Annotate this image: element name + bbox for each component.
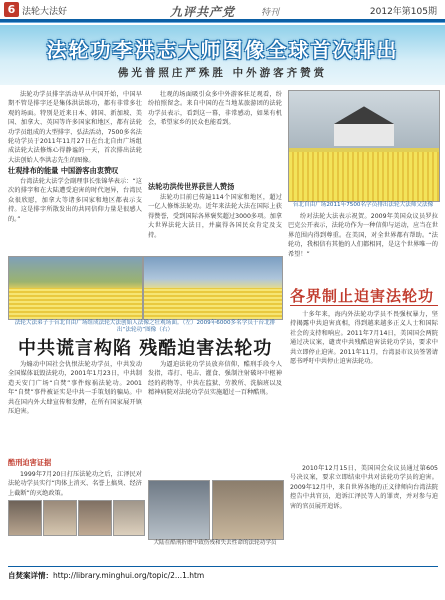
subhead-tourists: 壮观排布的能量 中国游客由衷赞叹 [8,166,119,175]
evidence-photo-2 [43,500,77,536]
temple-crowd-photo [288,90,440,202]
page-header [0,0,445,20]
side-section-title: 各界制止迫害法轮功 [290,287,435,305]
temple-photo-caption: 台北自由广场2011年7500名学员排出法轮大法师父法像 [292,202,434,208]
evidence-photo-1 [8,500,42,536]
evidence-photo-3 [78,500,112,536]
section-name: 法轮大法好 [22,7,68,17]
headline-subtitle: 佛光普照庄严殊胜 中外游客齐赞赏 [117,67,328,79]
evidence-subhead: 酷刑迫害证据 [8,458,52,467]
article-intro-col2: 壮观的场面吸引众多中外游客驻足观看，纷纷拍照留念。来自中国的在当地某旅游团的法轮功学员表示，看到这一幕，非常感动，如果有机会，希望家乡的民众也能看到。 [148,91,282,127]
lies-col2: 为逼迫法轮功学员放弃信仰，酷刑手段令人发指，毒打、电击、灌食、强制注射破坏中枢神经的药物等，中共在监狱、劳教所、洗脑班以及精神病院对法轮功学员实施超过一百种酷刑。 [148,361,282,397]
lies-col1: 为煽动中国社会仇恨法轮功学员，中共发动全国媒体诋毁法轮功，2001年1月23日，中共制造天安门广场“自焚”事件嫁祸法轮功。2001年“自焚”事件被证实是中共一手策划的骗局。中共在国内外大肆宣传和发酵，在所有国家展开镇压迫害。 [8,361,142,416]
newspaper-brand: 九评共产党 [170,5,236,19]
headline-banner [0,25,445,85]
side-title-rule [290,305,438,306]
formation-crowd [9,288,142,319]
evidence-photo-4 [113,500,145,536]
formation-crowd [144,288,282,319]
header-rule-thin [0,22,445,23]
formation-photo-left [8,256,143,320]
article-intro-col1: 法轮功学员排字活动早从中国开始，中国早期不管是排字还是集体洪法练功，都有非常多壮观的场面。特别是近来日本、韩国、新加坡、美国、加拿大、英国等许多国家和地区，都有法轮功学员组成的大型排字、弘法活动，7500多名法轮功学员于2011年11月27日在台北自由广场组成法轮大法修炼心得静谧的一天，首次排出法轮大法创始人李洪志先生的图像。 [8,91,142,163]
article-second-col2: 法轮功目前已传遍114个国家和地区，超过一亿人修炼法轮功。近年来法轮大法在国际上获得赞誉，受到国际各界褒奖超过3000多项。加拿大世界法轮大法日，并赢得各国民众肯定及支持。 [148,194,282,239]
footer-link[interactable]: http://library.minghui.org/topic/2...1.htm [53,571,205,580]
formation-photo-right [143,256,283,320]
torture-victim-photo [148,480,210,540]
issue-number: 2012年第105期 [369,7,437,17]
support-col2: 2010年12月15日，美国国会众议员通过第605号决议案，要求立即结束中共对法轮功学员的迫害。2009年12月中，来自世界各地的正义律师向台湾法院控告中共官员，追诉江泽民等人的罪责，并对参与迫害的官员展开追诉。 [290,465,438,510]
footer-reference [8,570,308,581]
footer-label: 自焚案详情： [8,571,53,580]
page-number: 6 [4,2,19,17]
formation-photo-caption: 法轮大法弟子于台北自由广场组成法轮大法创始人法像之壮观场面。（左）2009年6000多名学员于台北排出“法轮功”图像（右） [14,320,276,333]
main-section-title: 中共谎言构陷 残酷迫害法轮功 [18,338,273,359]
support-col1: 十多年来，海内外法轮功学员不畏强权暴力，坚持揭露中共迫害真相，得到越来越多正义人士和国际社会的支持和响应。2011年7月14日，美国国会两院通过决议案，谴责中共残酷迫害法轮功学员，要求中共立即停止迫害。2011年11月，台湾县市议员签署请愿书呼吁中共停止迫害法轮功。 [290,311,438,366]
victim-photo-caption: 大陆在酷刑折磨中致伤残和失去性命的法轮功学员 [153,540,277,546]
brand-tag: 特刊 [261,8,280,18]
temple-body [334,124,394,146]
article-second-col1: 台湾法轮大法学会副理事长张锦华表示：“这次的排字和在大陆遭受迫害的时代迥异，台湾民众很欣慰，加拿大等诸多国家和地区都表示支持。这是排字所散发出的共同信仰力量是很感人的。” [8,178,142,223]
evidence-text: 1999年7月20日打压法轮功之后，江泽民对法轮功学员实行“肉体上消灭、名誉上搞臭、经济上截断”的灭绝政策。 [8,471,142,497]
subhead-global: 法轮功洪传世界获世人赞扬 [148,182,235,191]
victim-portrait-photo [212,480,284,540]
article-support-col: 纷对法轮大法表示祝贺。2009年美国众议员罗拉巴克公开表示，法轮功作为一种信仰与运动，应当在世界范围内得到尊重。在美国，对全世界都有帮助。“法轮功，我相信有其他的人们都相同，是这个世界唯一的希望！” [288,213,438,258]
headline-title: 法轮功李洪志大师图像全球首次排出 [46,38,399,62]
crowd-formation [289,152,439,202]
footer-rule [8,566,438,567]
